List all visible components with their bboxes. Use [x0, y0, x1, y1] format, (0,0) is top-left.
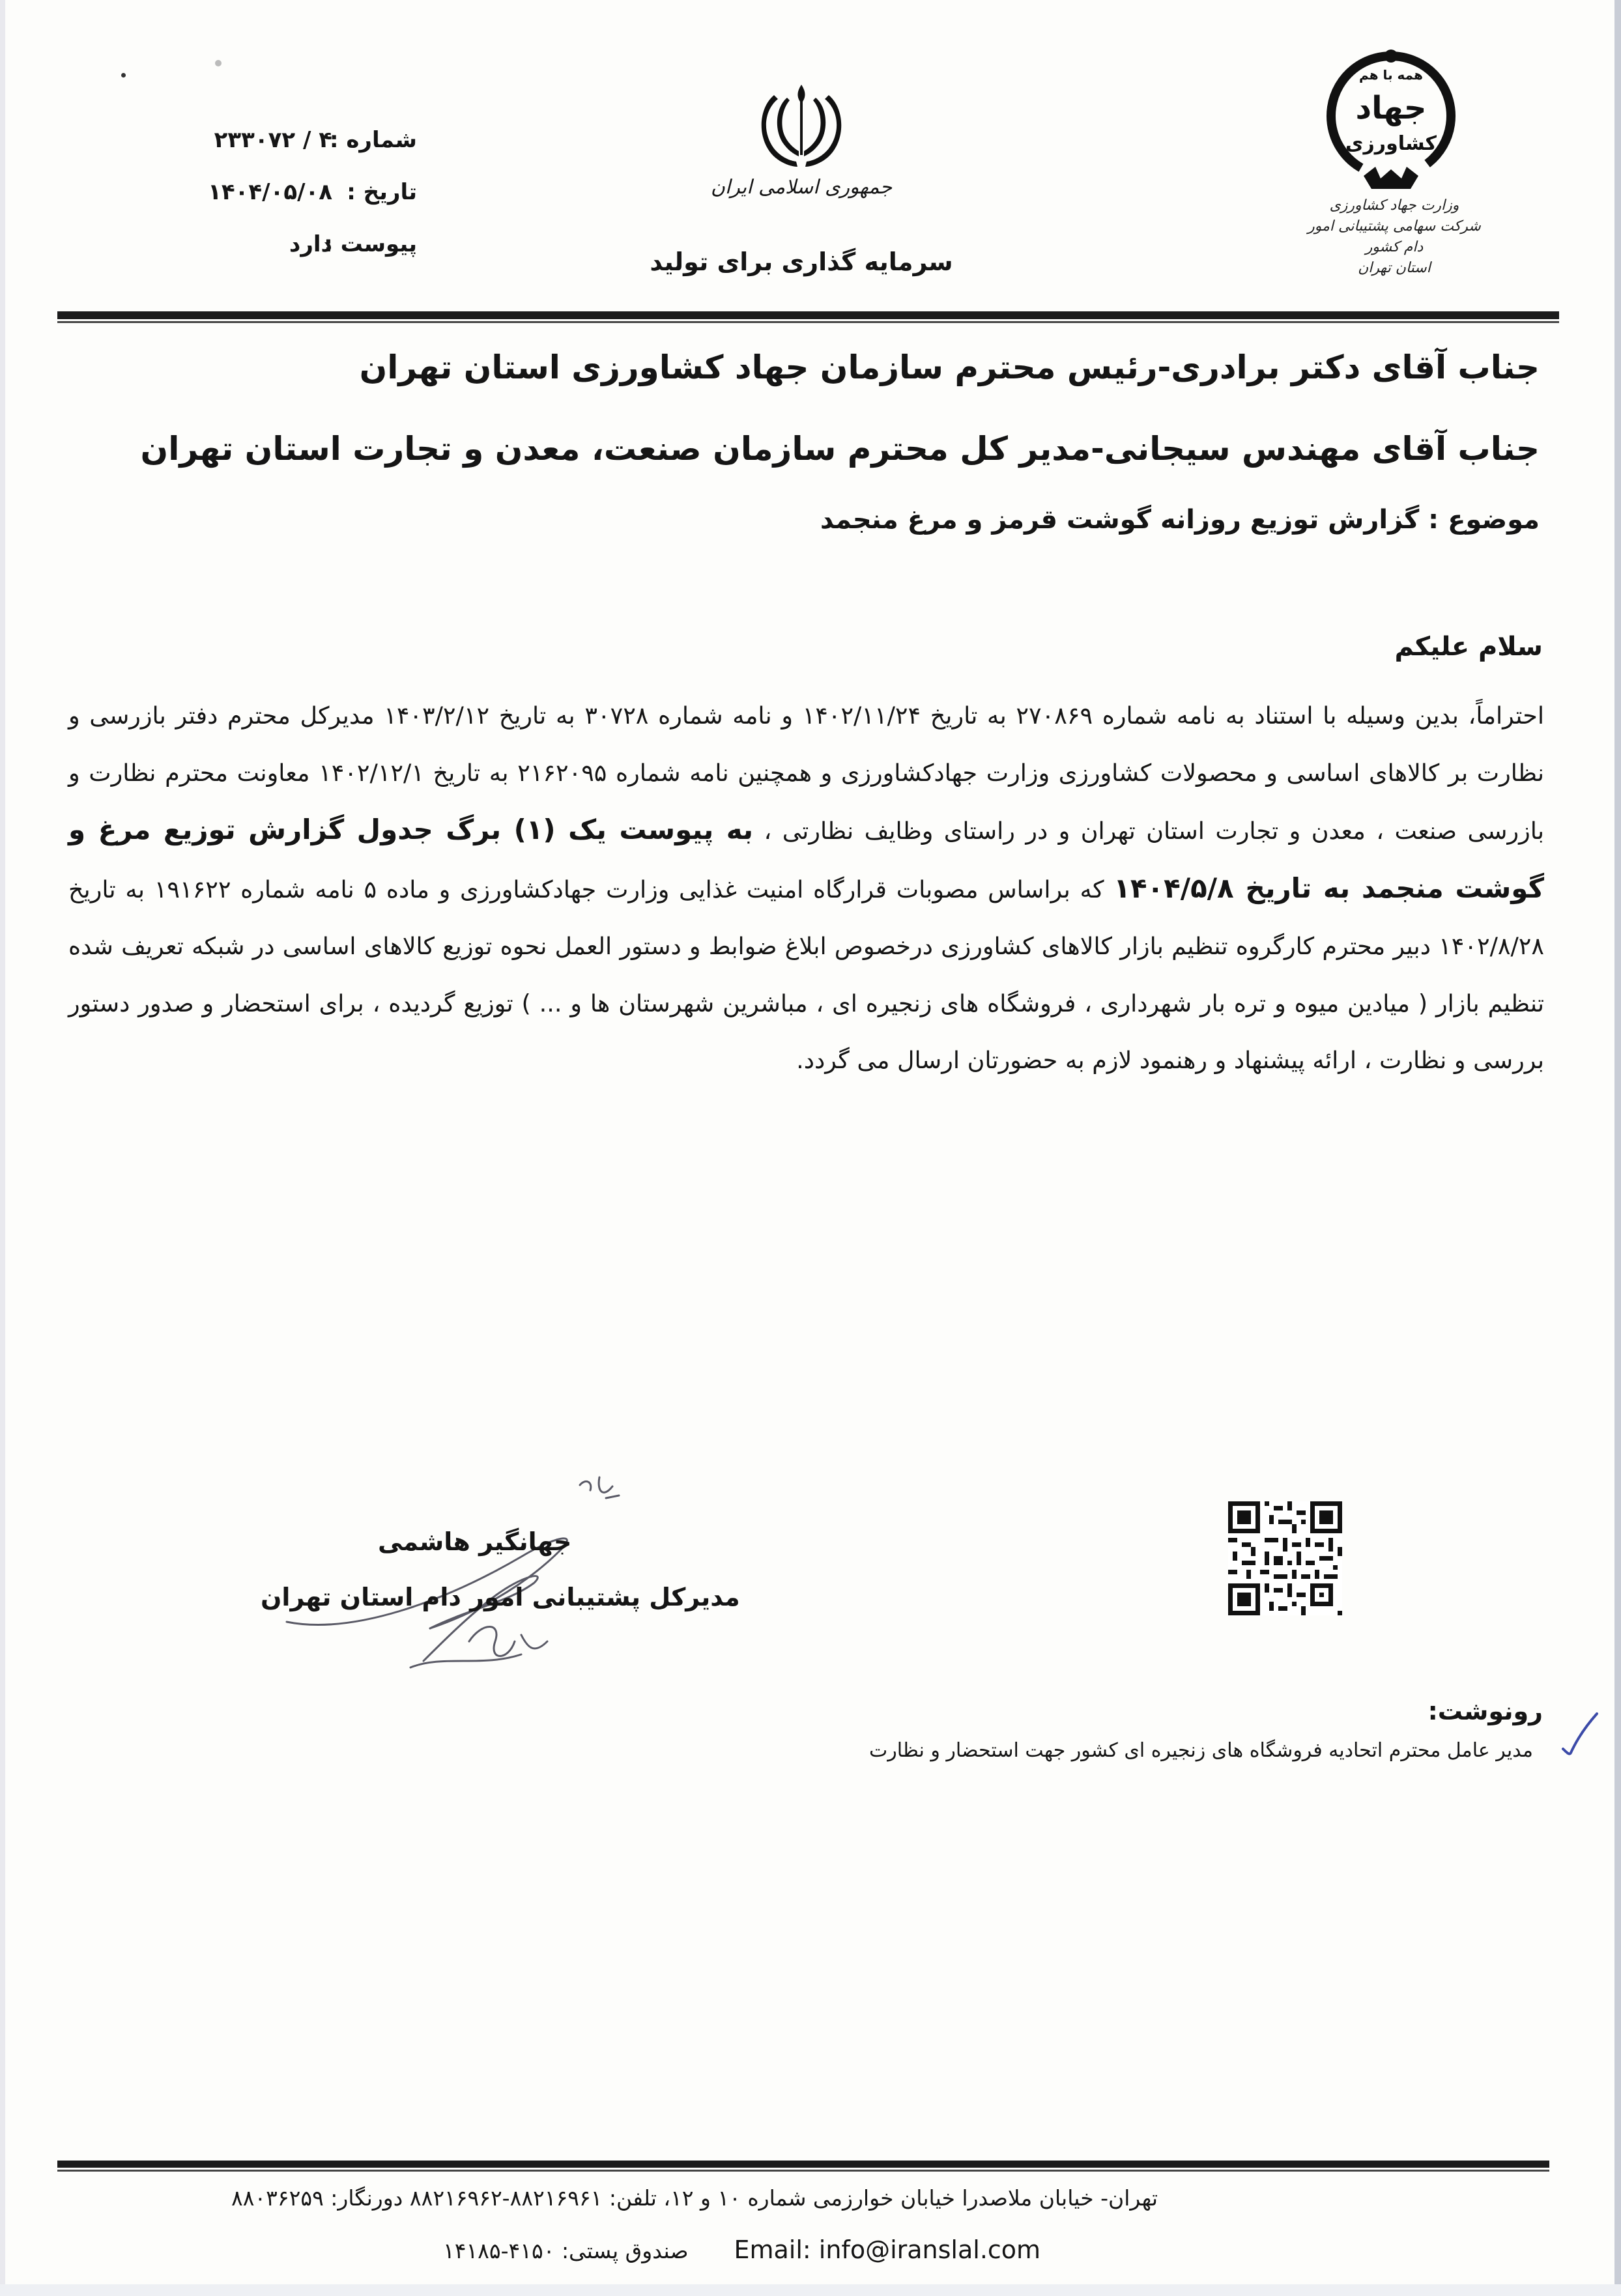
logo-ministry-text — [1297, 195, 1492, 279]
footer-rule — [57, 2161, 1549, 2168]
qr-code-icon — [1228, 1501, 1342, 1615]
cc-title: رونوشت: — [1427, 1697, 1543, 1725]
logo-company: شرکت سهامی پشتیبانی امور دام کشور — [1308, 218, 1481, 255]
footer-contact — [443, 2235, 1040, 2264]
ref-attachment: پیوست : دارد — [289, 231, 417, 257]
signatory-name: جهانگیر هاشمی — [378, 1527, 572, 1556]
ref-date: تاریخ : ۱۴۰۴/۰۵/۰۸ — [208, 179, 417, 205]
logo-province: استان تهران — [1358, 260, 1431, 276]
pen-checkmark-icon — [1560, 1710, 1599, 1762]
reference-block — [169, 114, 417, 270]
greeting: سلام علیکم — [1394, 632, 1543, 662]
addressee-1: جناب آقای دکتر برادری-رئیس محترم سازمان جهاد کشاورزی استان تهران — [359, 348, 1540, 386]
logo-ring-text: همه با هم — [1359, 67, 1423, 83]
body-part-1: احتراماً، بدین وسیله با استناد به نامه شماره ۲۷۰۸۶۹ به تاریخ ۱۴۰۲/۱۱/۲۴ و نامه شماره ۳۰۷۲۸ به تاریخ ۱۴۰۳/۲/۱۲ مدیرکل محترم دفتر بازرسی و نظارت بر کالاهای اساسی و محصولات کشاورزی وزارت جهادکشاورزی و همچنین نامه شماره ۲۱۶۲۰۹۵ به تاریخ ۱۴۰۲/۱۲/۱ معاونت محترم نظارت و بازرسی صنعت ، معدن و تجارت استان تهران و در راستای وظایف نظارتی ، — [68, 702, 1545, 845]
addressee-2: جناب آقای مهندس سیجانی-مدیر کل محترم سازمان صنعت، معدن و تجارت استان تهران — [140, 430, 1540, 468]
letter-body — [68, 687, 1544, 1089]
scan-speck — [121, 73, 126, 78]
footer-address: تهران- خیابان ملاصدرا خیابان خوارزمی شماره ۱۰ و ۱۲، تلفن: ۸۸۲۱۶۹۶۱-۸۸۲۱۶۹۶۲ دورنگار: ۸۸۰۳۶۲۵۹ — [231, 2185, 1158, 2211]
scan-edge — [1614, 0, 1621, 2296]
header-rule — [57, 311, 1559, 319]
footer-email: Email: info@iranslal.com — [734, 2235, 1041, 2264]
logo-line2: کشاورزی — [1345, 132, 1437, 155]
footer-po-box: صندوق پستی: ۴۱۵۰-۱۴۱۸۵ — [443, 2238, 689, 2263]
cc-item: مدیر عامل محترم اتحادیه فروشگاه های زنجیره ای کشور جهت استحضار و نظارت — [868, 1739, 1533, 1762]
footer-rule-thin — [57, 2170, 1549, 2172]
scan-edge — [0, 2284, 1621, 2296]
logo-ministry: وزارت جهاد کشاورزی — [1329, 197, 1459, 214]
scan-edge — [0, 0, 5, 2296]
body-part-2: که براساس مصوبات قرارگاه امنیت غذایی وزارت جهادکشاورزی و ماده ۵ نامه شماره ۱۹۱۶۲۲ به تاریخ ۱۴۰۲/۸/۲۸ دبیر محترم کارگروه تنظیم بازار کالاهای کشاورزی درخصوص ابلاغ ضوابط و دستور العمل نحوه توزیع کالاهای اساسی در شبکه تعریف شده تنظیم بازار ( میادین میوه و تره بار شهرداری ، فروشگاه های زنجیره ای ، مباشرین شهرستان ها و ... ) توزیع گردیده ، برای استحضار و صدور دستور بررسی و نظارت ، ارائه پیشنهاد و رهنمود لازم به حضورتان ارسال می گردد. — [68, 875, 1544, 1074]
logo-line1: جهاد — [1355, 90, 1427, 126]
scan-speck — [215, 60, 222, 66]
ref-number: شماره : ۴ / ۲۳۳۰۷۲ — [214, 127, 417, 153]
national-emblem-icon — [749, 78, 854, 189]
year-slogan: سرمایه گذاری برای تولید — [650, 248, 953, 276]
signatory-title: مدیرکل پشتیبانی امور دام استان تهران — [261, 1583, 740, 1611]
emblem-caption: جمهوری اسلامی ایران — [710, 176, 893, 199]
jahad-agriculture-logo-icon — [1313, 39, 1469, 208]
header-rule-thin — [57, 321, 1559, 323]
body-emphasis: به پیوست یک (۱) برگ جدول گزارش توزیع مرغ و گوشت منجمد به تاریخ ۱۴۰۴/۵/۸ — [68, 814, 1544, 904]
subject-line: موضوع : گزارش توزیع روزانه گوشت قرمز و مرغ منجمد — [820, 505, 1540, 535]
